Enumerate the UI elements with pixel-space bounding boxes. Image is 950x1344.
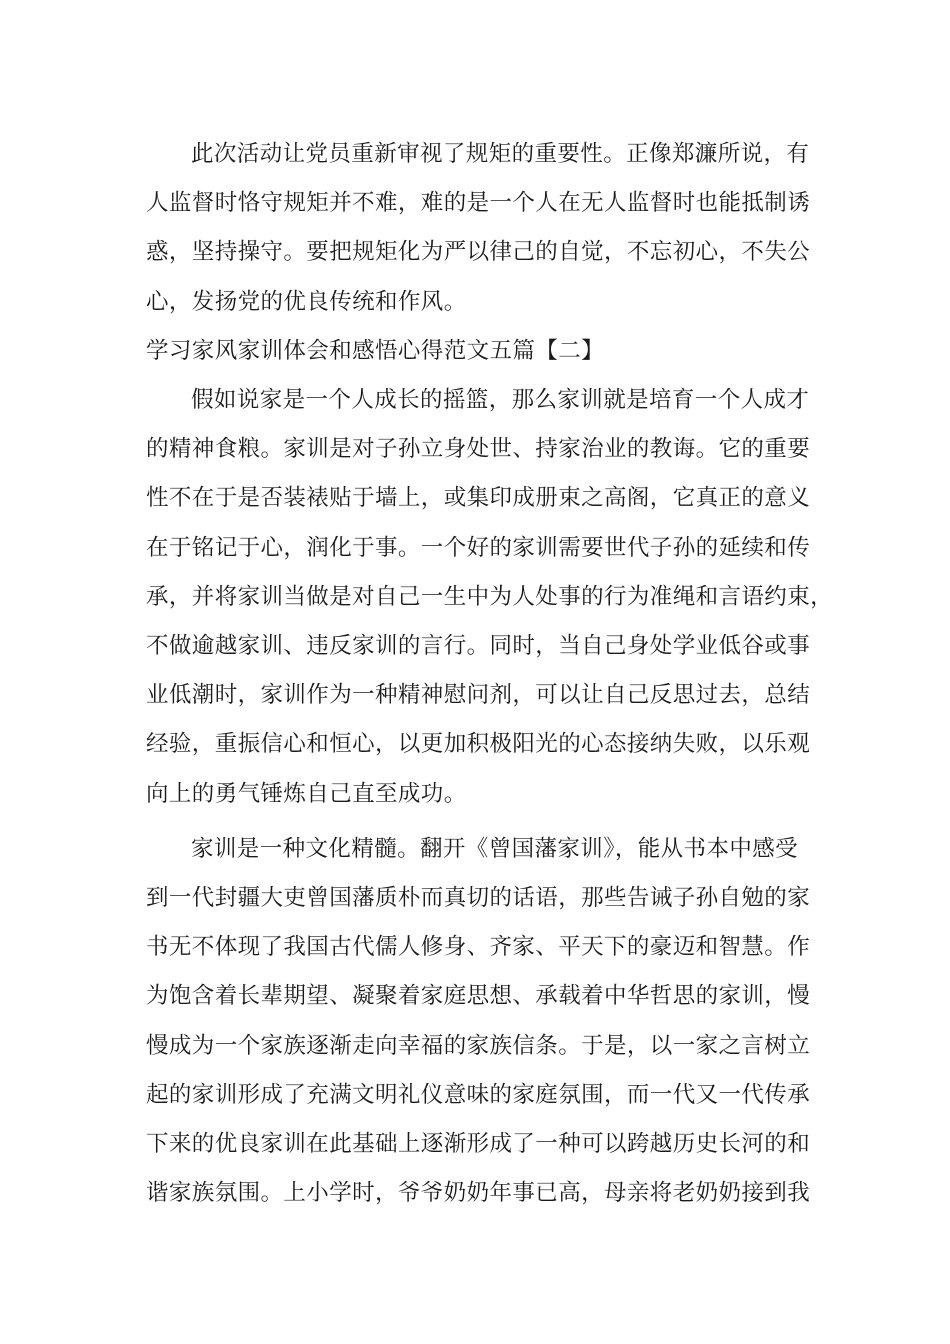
paragraph-line: 到一代封疆大吏曾国藩质朴而真切的话语，那些告诫子孙自勉的家 — [146, 885, 811, 912]
paragraph-line: 假如说家是一个人成长的摇篮，那么家训就是培育一个人成才 — [191, 387, 810, 414]
paragraph-2 — [146, 376, 834, 819]
paragraph-line: 起的家训形成了充满文明礼仪意味的家庭氛围，而一代又一代传承 — [146, 1081, 811, 1108]
paragraph-line: 家训是一种文化精髓。翻开《曾国藩家训》，能从书本中感受 — [191, 835, 799, 862]
paragraph-line: 业低潮时，家训作为一种精神慰问剂，可以让自己反思过去，总结 — [146, 682, 811, 709]
section-heading: 学习家风家训体会和感悟心得范文五篇【二】 — [146, 337, 605, 364]
paragraph-line: 下来的优良家训在此基础上逐渐形成了一种可以跨越历史长河的和 — [146, 1131, 811, 1158]
paragraph-line: 为饱含着长辈期望、凝聚着家庭思想、承载着中华哲思的家训，慢 — [146, 983, 811, 1010]
paragraph-line: 不做逾越家训、违反家训的言行。同时，当自己身处学业低谷或事 — [146, 633, 811, 660]
paragraph-line: 书无不体现了我国古代儒人修身、齐家、平天下的豪迈和智慧。作 — [146, 934, 811, 961]
paragraph-line: 经验，重振信心和恒心，以更加积极阳光的心态接纳失败，以乐观 — [146, 731, 811, 758]
paragraph-line: 惑，坚持操守。要把规矩化为严以律己的自觉，不忘初心，不失公 — [146, 239, 811, 266]
paragraph-line: 的精神食粮。家训是对子孙立身处世、持家治业的教诲。它的重要 — [146, 436, 811, 463]
paragraph-line: 承，并将家训当做是对自己一生中为人处事的行为准绳和言语约束， — [146, 583, 834, 610]
paragraph-line: 在于铭记于心，润化于事。一个好的家训需要世代子孙的延续和传 — [146, 534, 811, 561]
paragraph-line: 慢成为一个家族逐渐走向幸福的家族信条。于是，以一家之言树立 — [146, 1032, 811, 1059]
paragraph-line: 人监督时恪守规矩并不难，难的是一个人在无人监督时也能抵制诱 — [146, 190, 811, 217]
paragraph-3 — [146, 825, 811, 1219]
paragraph-line: 性不在于是否装裱贴于墙上，或集印成册束之高阁，它真正的意义 — [146, 485, 811, 512]
paragraph-line: 谐家族氛围。上小学时，爷爷奶奶年事已高，母亲将老奶奶接到我 — [146, 1180, 811, 1207]
paragraph-line: 此次活动让党员重新审视了规矩的重要性。正像郑濂所说，有 — [191, 141, 810, 167]
paragraph-line: 心，发扬党的优良传统和作风。 — [146, 288, 467, 315]
paragraph-1 — [146, 130, 811, 327]
paragraph-line: 向上的勇气锤炼自己直至成功。 — [146, 780, 467, 807]
document-body — [146, 130, 834, 1218]
